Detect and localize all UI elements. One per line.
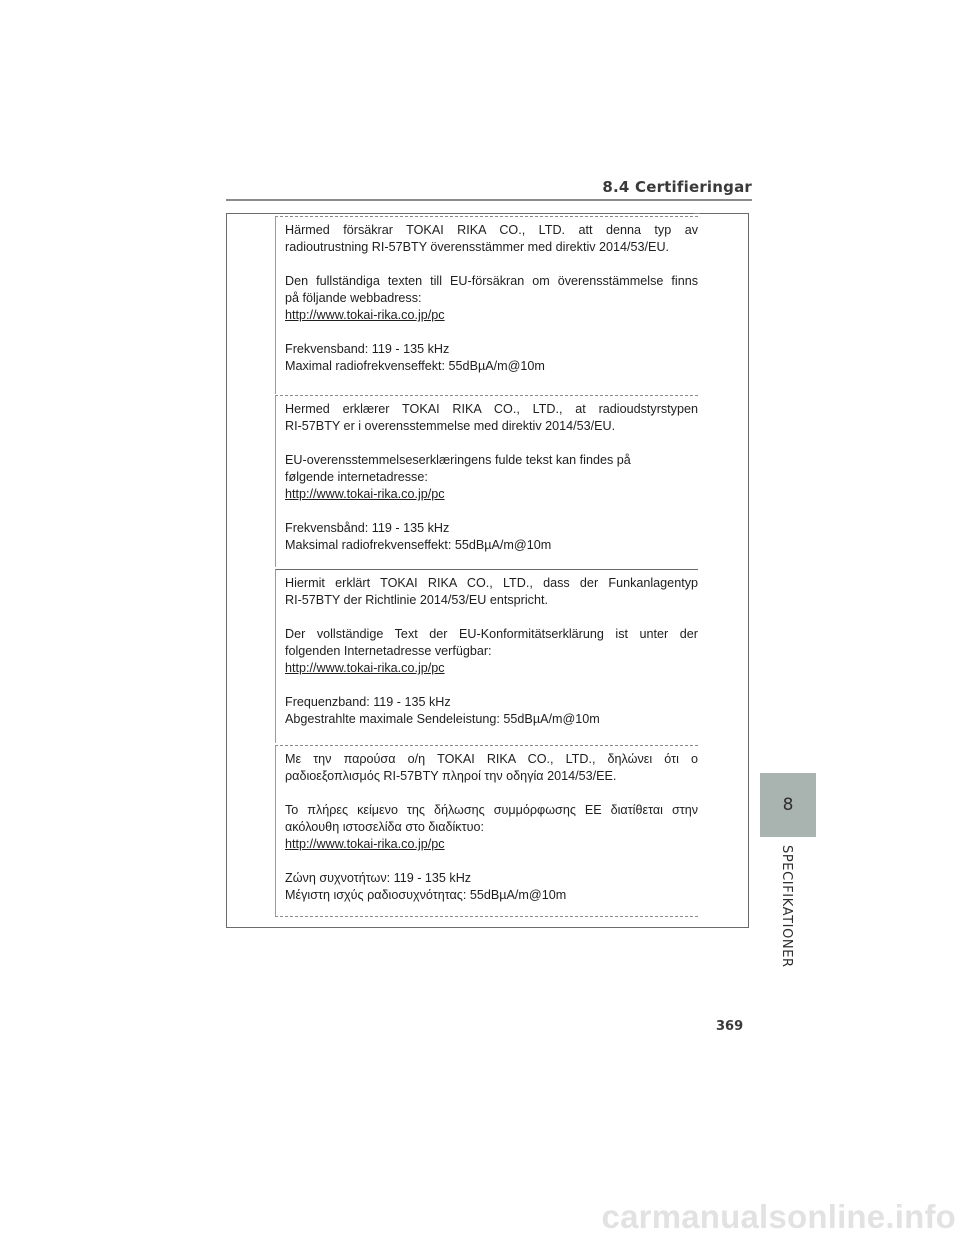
statement-line-1: Hermed erklærer TOKAI RIKA CO., LTD., at radioudstyrstypen: [285, 402, 698, 416]
declaration-url-link[interactable]: http://www.tokai-rika.co.jp/pc: [285, 661, 445, 675]
declaration-url-link[interactable]: http://www.tokai-rika.co.jp/pc: [285, 308, 445, 322]
statement-line-2: radioutrustning RI-57BTY överensstämmer med direktiv 2014/53/EU.: [285, 240, 670, 254]
max-power: Μέγιστη ισχύς ραδιοσυχνότητας: 55dBµA/m@10m: [285, 888, 567, 902]
max-power: Maksimal radiofrekvenseffekt: 55dBµA/m@10m: [285, 538, 552, 552]
chapter-number: 8: [782, 795, 794, 815]
declaration-greek: [275, 745, 698, 917]
watermark: carmanualsonline.info: [601, 1198, 956, 1235]
frequency-band: Frekvensbånd: 119 - 135 kHz: [285, 521, 450, 535]
max-power: Maximal radiofrekvenseffekt: 55dBµA/m@10m: [285, 359, 545, 373]
availability-line-1: Den fullständiga texten till EU-försäkran om överensstämmelse finns: [285, 274, 698, 288]
frequency-band: Frekvensband: 119 - 135 kHz: [285, 342, 450, 356]
frequency-band: Ζώνη συχνοτήτων: 119 - 135 kHz: [285, 871, 472, 885]
statement-line-1: Με την παρούσα ο/η TOKAI RIKA CO., LTD., δηλώνει ότι ο: [285, 752, 698, 766]
availability-line-2: følgende internetadresse:: [285, 470, 428, 484]
declaration-url-link[interactable]: http://www.tokai-rika.co.jp/pc: [285, 837, 445, 851]
statement-line-1: Härmed försäkrar TOKAI RIKA CO., LTD. att denna typ av: [285, 223, 698, 237]
statement-line-2: RI-57BTY der Richtlinie 2014/53/EU entspricht.: [285, 593, 548, 607]
page-number: 369: [716, 1019, 744, 1034]
statement-line-1: Hiermit erklärt TOKAI RIKA CO., LTD., dass der Funkanlagentyp: [285, 576, 698, 590]
availability-line-1: Der vollständige Text der EU-Konformitätserklärung ist unter der: [285, 627, 698, 641]
section-title: 8.4 Certifieringar: [602, 178, 752, 196]
declaration-url-link[interactable]: http://www.tokai-rika.co.jp/pc: [285, 487, 445, 501]
declaration-swedish: [275, 216, 698, 394]
declaration-danish: [275, 395, 698, 567]
availability-line-1: Το πλήρες κείμενο της δήλωσης συμμόρφωσης ΕΕ διατίθεται στην: [285, 803, 698, 817]
availability-line-2: på följande webbadress:: [285, 291, 422, 305]
statement-line-2: RI-57BTY er i overensstemmelse med direktiv 2014/53/EU.: [285, 419, 616, 433]
availability-line-2: ακόλουθη ιστοσελίδα στο διαδίκτυο:: [285, 820, 484, 834]
availability-line-1: EU-overensstemmelseserklæringens fulde tekst kan findes på: [285, 453, 631, 467]
section-divider: [226, 199, 752, 201]
chapter-label: SPECIFIKATIONER: [779, 845, 794, 968]
availability-line-2: folgenden Internetadresse verfügbar:: [285, 644, 492, 658]
frequency-band: Frequenzband: 119 - 135 kHz: [285, 695, 451, 709]
declaration-german: [275, 569, 698, 743]
max-power: Abgestrahlte maximale Sendeleistung: 55dBµA/m@10m: [285, 712, 600, 726]
statement-line-2: ραδιοεξοπλισμός RI-57BTY πληροί την οδηγία 2014/53/ΕΕ.: [285, 769, 617, 783]
frame-corner-mark: [694, 213, 700, 214]
